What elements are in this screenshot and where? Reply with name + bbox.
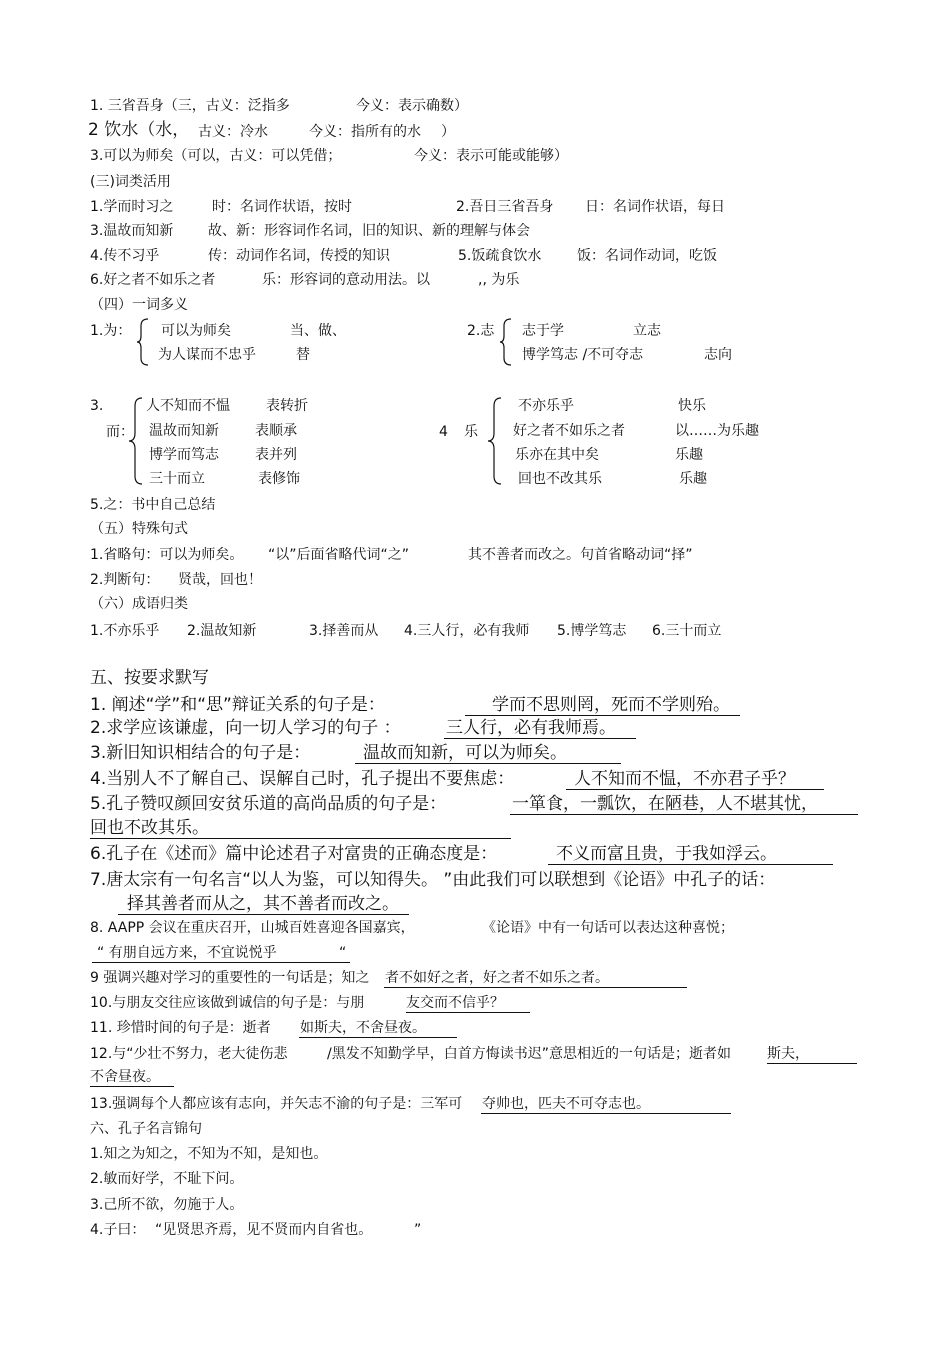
dictation-question: 5.孔子赞叹颜回安贫乐道的高尚品质的句子是： [90, 794, 447, 814]
dictation-question: 8. AAPP 会议在重庆召开，山城百姓喜迎各国嘉宾， [90, 920, 415, 936]
brace-icon [487, 396, 503, 486]
polysemy-meaning: 表顺承 [255, 423, 297, 439]
answer-underline [90, 1086, 174, 1087]
polysemy-word-zhi: 2.志 [467, 323, 495, 339]
polysemy-word-le: 乐 [464, 424, 478, 440]
polysemy-meaning: 表转折 [266, 398, 308, 414]
archaic-item-2: 2 饮水（水， [88, 120, 190, 140]
dictation-question: 4.当别人不了解自己、误解自己时，孔子提出不要焦虑： [90, 769, 515, 789]
dictation-answer: 人不知而不愠，不亦君子乎？ [574, 769, 795, 789]
dictation-question: 9 强调兴趣对学习的重要性的一句话是；知之 [90, 970, 370, 986]
idiom-item: 5.博学笃志 [557, 623, 627, 639]
archaic-item-1-modern: 今义：表示确数） [356, 98, 468, 114]
dictation-answer: 温故而知新，可以为师矣。 [363, 743, 567, 763]
section-heading: （四）一词多义 [90, 297, 188, 313]
polysemy-meaning: 志向 [704, 347, 732, 363]
section-heading: （五）特殊句式 [90, 521, 188, 537]
word-class-note: 饭：名词作动词，吃饭 [577, 248, 717, 264]
polysemy-meaning: 乐趣 [675, 447, 703, 463]
dictation-question: 11. 珍惜时间的句子是：逝者 [90, 1020, 271, 1036]
polysemy-meaning: 当、做、 [290, 323, 346, 339]
special-sentence-note: “以”后面省略代词“之” [268, 547, 410, 563]
dictation-answer: 择其善者而从之，其不善者而改之。 [127, 894, 399, 914]
dictation-question: 2.求学应该谦虚，向一切人学习的句子 ： [90, 718, 401, 738]
answer-underline [118, 914, 409, 915]
dictation-question: 7.唐太宗有一句名言“以人为鉴，可以知得失。 ”由此我们可以联想到《论语》中孔子的话： [90, 870, 776, 890]
answer-underline [465, 715, 740, 716]
dictation-answer: 不义而富且贵，于我如浮云。 [556, 844, 777, 864]
special-sentence-note: 其不善者而改之。句首省略动词“择” [468, 547, 693, 563]
word-class-note: 时：名词作状语，按时 [212, 199, 352, 215]
dictation-question-cont: /黑发不知勤学早，白首方悔读书迟”意思相近的一句话是；逝者如 [327, 1046, 731, 1062]
word-class-item: 3.温故而知新 [90, 223, 174, 239]
polysemy-number: 3. [90, 398, 104, 414]
word-class-item: 5.饭疏食饮水 [458, 248, 542, 264]
word-class-note: 日：名词作状语，每日 [585, 199, 725, 215]
word-class-note: 乐：形容词的意动用法。以 [262, 272, 430, 288]
quote-close: ” [414, 1222, 422, 1238]
idiom-item: 6.三十而立 [652, 623, 722, 639]
special-sentence-item: 2.判断句： [90, 572, 160, 588]
brace-icon [128, 396, 144, 486]
answer-underline [444, 738, 636, 739]
polysemy-example: 为人谋而不忠乎 [158, 347, 256, 363]
polysemy-meaning: 立志 [633, 323, 661, 339]
archaic-item-2-old: 古义：冷水 [198, 124, 268, 140]
dictation-answer-cont: 回也不改其乐。 [90, 818, 209, 838]
special-sentence-example: 贤哉，回也！ [178, 572, 262, 588]
answer-underline [510, 814, 858, 815]
archaic-item-3-modern: 今义：表示可能或能够） [414, 148, 568, 164]
dictation-answer: “ 有朋自远方来，不宜说悦乎 [97, 945, 277, 961]
section-heading: 六、孔子名言锦句 [90, 1121, 202, 1137]
polysemy-example: 博学笃志 /不可夺志 [522, 347, 644, 363]
archaic-item-2-modern: 今义：指所有的水 [309, 124, 421, 140]
dictation-answer-cont: 不舍昼夜。 [90, 1069, 160, 1085]
dictation-question: 12.与“少壮不努力，老大徒伤悲 [90, 1046, 288, 1062]
dictation-answer: 者不如好之者，好之者不如乐之者。 [385, 970, 609, 986]
polysemy-example: 博学而笃志 [149, 447, 219, 463]
polysemy-example: 可以为师矣 [161, 323, 231, 339]
answer-underline [767, 1063, 857, 1064]
quote-text: “见贤思齐焉，见不贤而内自省也。 [155, 1222, 373, 1238]
idiom-item: 2.温故知新 [187, 623, 257, 639]
answer-underline [548, 864, 833, 865]
answer-underline [90, 838, 511, 839]
answer-underline [355, 763, 621, 764]
polysemy-example: 回也不改其乐 [518, 471, 602, 487]
word-class-item: 6.好之者不如乐之者 [90, 272, 216, 288]
polysemy-zhi-note: 5.之：书中自己总结 [90, 497, 216, 513]
section-heading: （六）成语归类 [90, 596, 188, 612]
idiom-item: 3.择善而从 [309, 623, 379, 639]
idiom-item: 1.不亦乐乎 [90, 623, 160, 639]
answer-underline [481, 1113, 731, 1114]
brace-icon [136, 318, 150, 366]
quote-item: 3.己所不欲，勿施于人。 [90, 1197, 244, 1213]
archaic-item-2-close: ） [441, 124, 455, 140]
dictation-answer: 三人行，必有我师焉。 [446, 718, 616, 738]
dictation-answer: 友交而不信乎？ [406, 995, 504, 1011]
answer-underline [566, 789, 824, 790]
polysemy-example: 好之者不如乐之者 [513, 423, 625, 439]
dictation-answer-quote: “ [339, 945, 347, 961]
word-class-note: 传：动词作名词，传授的知识 [208, 248, 390, 264]
polysemy-meaning: 替 [296, 347, 310, 363]
dictation-answer: 夺帅也，匹夫不可夺志也。 [482, 1096, 650, 1112]
dictation-answer: 一箪食，一瓢饮，在陋巷，人不堪其忧， [512, 794, 818, 814]
dictation-answer: 如斯夫，不舍昼夜。 [300, 1020, 426, 1036]
polysemy-number: 4 [439, 424, 448, 440]
word-class-note-tail: ,, 为乐 [478, 272, 520, 288]
polysemy-example: 三十而立 [149, 471, 205, 487]
polysemy-meaning: 表并列 [255, 447, 297, 463]
word-class-item: 2.吾日三省吾身 [456, 199, 554, 215]
dictation-question: 1. 阐述“学”和“思”辩证关系的句子是： [90, 695, 385, 715]
dictation-question-cont: 《论语》中有一句话可以表达这种喜悦； [482, 920, 734, 936]
section-heading: 五、按要求默写 [90, 668, 209, 688]
quote-item: 2.敏而好学，不耻下问。 [90, 1171, 244, 1187]
polysemy-example: 乐亦在其中矣 [515, 447, 599, 463]
polysemy-example: 志于学 [522, 323, 564, 339]
dictation-answer: 斯夫， [767, 1046, 809, 1062]
polysemy-word-wei: 1.为： [90, 323, 132, 339]
dictation-question: 13.强调每个人都应该有志向，并矢志不渝的句子是：三军可 [90, 1096, 463, 1112]
brace-icon [499, 318, 513, 366]
polysemy-meaning: 表修饰 [258, 471, 300, 487]
answer-underline [92, 962, 350, 963]
dictation-question: 6.孔子在《述而》篇中论述君子对富贵的正确态度是： [90, 844, 498, 864]
polysemy-example: 不亦乐乎 [518, 398, 574, 414]
polysemy-meaning: 快乐 [678, 398, 706, 414]
polysemy-example: 温故而知新 [149, 423, 219, 439]
answer-underline [406, 1012, 530, 1013]
answer-underline [384, 987, 687, 988]
polysemy-meaning: 以……为乐趣 [675, 423, 759, 439]
special-sentence-item: 1.省略句：可以为师矣。 [90, 547, 244, 563]
dictation-question: 10.与朋友交往应该做到诚信的句子是：与朋 [90, 995, 365, 1011]
section-heading: (三)词类活用 [90, 174, 171, 190]
word-class-item: 1.学而时习之 [90, 199, 174, 215]
idiom-item: 4.三人行，必有我师 [404, 623, 530, 639]
quote-item: 1.知之为知之，不知为不知，是知也。 [90, 1146, 328, 1162]
polysemy-word-er: 而： [106, 424, 134, 440]
word-class-item: 4.传不习乎 [90, 248, 160, 264]
archaic-item-3: 3.可以为师矣（可以，古义：可以凭借； [90, 148, 342, 164]
word-class-note: 故、新：形容词作名词，旧的知识、新的理解与体会 [208, 223, 530, 239]
quote-item: 4.子曰： [90, 1222, 146, 1238]
dictation-answer: 学而不思则罔，死而不学则殆。 [492, 695, 730, 715]
answer-underline [299, 1037, 457, 1038]
polysemy-meaning: 乐趣 [679, 471, 707, 487]
dictation-question: 3.新旧知识相结合的句子是： [90, 743, 311, 763]
polysemy-example: 人不知而不愠 [146, 398, 230, 414]
archaic-item-1: 1. 三省吾身（三，古义：泛指多 [90, 98, 290, 114]
